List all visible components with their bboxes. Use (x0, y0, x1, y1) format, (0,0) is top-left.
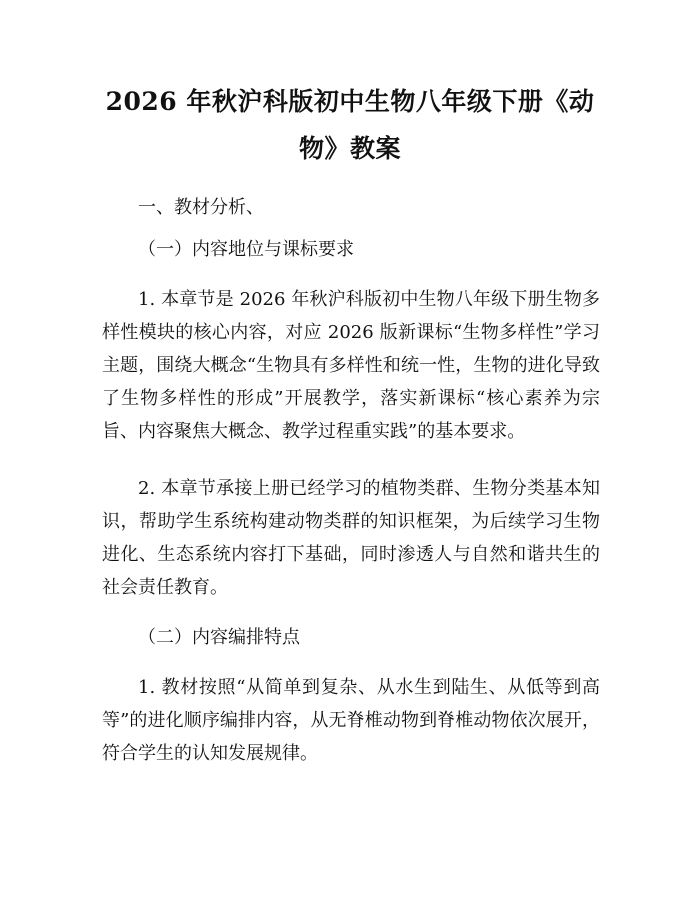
paragraph-1: 1. 本章节是 2026 年秋沪科版初中生物八年级下册生物多样性模块的核心内容，对应 2026 版新课标“生物多样性”学习主题，围绕大概念“生物具有多样性和统一性，生物的进化导致了生物多样性的形成”开展教学，落实新课标“核心素养为宗旨、内容聚焦大概念、教学过程重实践”的基本要求。 (102, 289, 600, 442)
document-title-line-1: 2026 年秋沪科版初中生物八年级下册《动 (105, 87, 595, 116)
paragraph-2: 2. 本章节承接上册已经学习的植物类群、生物分类基本知识，帮助学生系统构建动物类群的知识框架，为后续学习生物进化、生态系统内容打下基础，同时渗透人与自然和谐共生的社会责任教育。 (102, 478, 600, 598)
subsection-heading-content-position: （一）内容地位与课标要求 (138, 239, 354, 260)
paragraph-3: 1. 教材按照“从简单到复杂、从水生到陆生、从低等到高等”的进化顺序编排内容，从无脊椎动物到脊椎动物依次展开，符合学生的认知发展规律。 (102, 677, 600, 764)
section-heading-textbook-analysis: 一、教材分析、 (138, 197, 264, 218)
subsection-heading-content-arrangement: （二）内容编排特点 (138, 627, 300, 648)
document-title-line-2: 物》教案 (298, 134, 401, 163)
